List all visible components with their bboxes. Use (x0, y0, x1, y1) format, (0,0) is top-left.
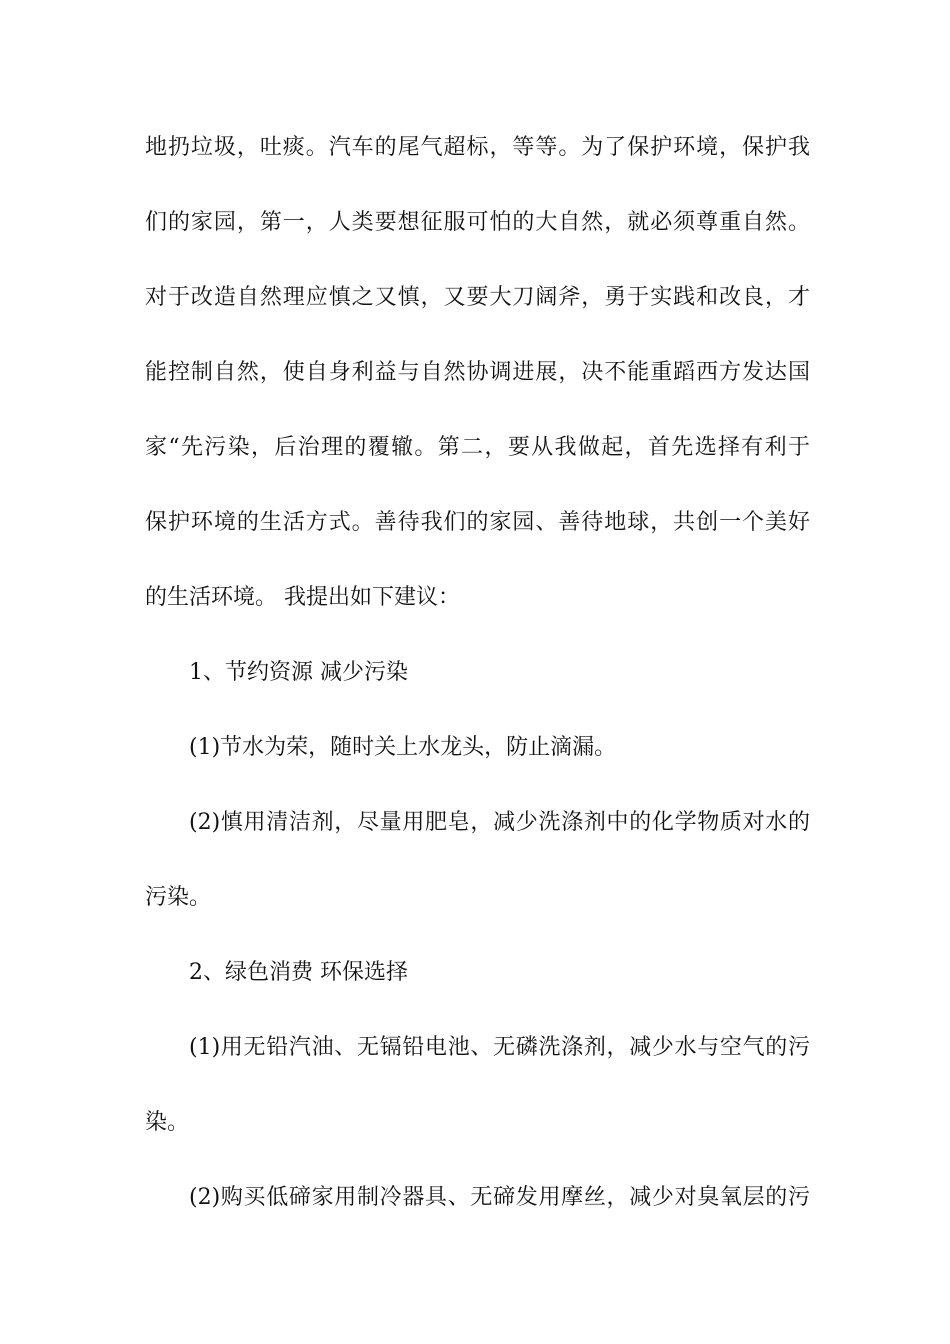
list-item-1-2: (2)慎用清洁剂，尽量用肥皂，减少洗涤剂中的化学物质对水的 (189, 810, 810, 835)
paragraph-line-3: 对于改造自然理应慎之又慎，又要大刀阔斧，勇于实践和改良，才 (145, 285, 810, 310)
document-body (145, 126, 810, 1251)
list-item-1-1: (1)节水为荣，随时关上水龙头，防止滴漏。 (189, 735, 617, 760)
list-item-2-2: (2)购买低碲家用制冷器具、无碲发用摩丝，减少对臭氧层的污 (189, 1185, 810, 1210)
paragraph-line-7: 的生活环境。 我提出如下建议： (145, 585, 460, 610)
section-heading-1: 1、节约资源 减少污染 (189, 660, 408, 685)
paragraph-line-5: 家“先污染，后治理的覆辙。第二，要从我做起，首先选择有利于 (145, 435, 810, 460)
paragraph-line-1: 地扔垃圾，吐痰。汽车的尾气超标，等等。为了保护环境，保护我 (145, 135, 810, 160)
paragraph-line-4: 能控制自然，使自身利益与自然协调进展，决不能重蹈西方发达国 (145, 360, 810, 385)
list-item-1-2-continued: 污染。 (145, 885, 212, 910)
paragraph-line-6: 保护环境的生活方式。善待我们的家园、善待地球，共创一个美好 (145, 510, 810, 535)
list-item-2-1: (1)用无铅汽油、无镉铅电池、无磷洗涤剂，减少水与空气的污 (189, 1035, 810, 1060)
paragraph-line-2: 们的家园，第一，人类要想征服可怕的大自然，就必须尊重自然。 (145, 210, 810, 235)
list-item-2-1-continued: 染。 (145, 1110, 190, 1135)
section-heading-2: 2、绿色消费 环保选择 (189, 960, 408, 985)
